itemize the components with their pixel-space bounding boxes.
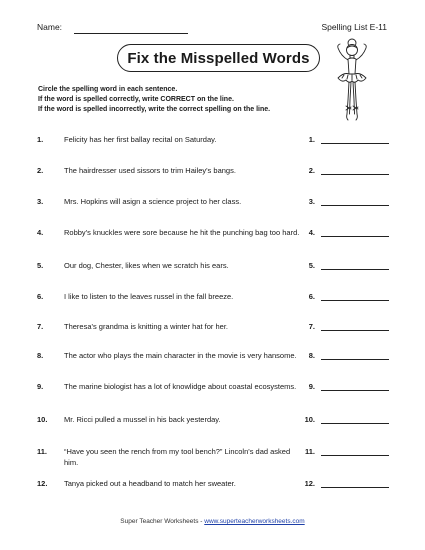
answer-number: 10. — [304, 415, 315, 424]
answer-line[interactable] — [321, 300, 389, 301]
question-number: 2. — [37, 166, 44, 175]
question-text: The marine biologist has a lot of knowlidge about coastal ecosystems. — [64, 382, 297, 391]
question-number: 7. — [37, 322, 44, 331]
answer-number: 12. — [304, 479, 315, 488]
question-text: Felicity has her first ballay recital on Saturday. — [64, 135, 217, 144]
instruction-line: If the word is spelled incorrectly, write the correct spelling on the line. — [38, 106, 271, 113]
answer-number: 5. — [308, 261, 315, 270]
page-title: Fix the Misspelled Words — [127, 49, 310, 67]
answer-number: 4. — [308, 228, 315, 237]
question-number: 6. — [37, 292, 44, 301]
answer-number: 11. — [304, 447, 315, 456]
answer-number: 3. — [308, 197, 315, 206]
answer-line[interactable] — [321, 455, 389, 456]
answer-line[interactable] — [321, 390, 389, 391]
answer-line[interactable] — [321, 174, 389, 175]
question-text: Our dog, Chester, likes when we scratch his ears. — [64, 261, 229, 270]
question-text: I like to listen to the leaves russel in the fall breeze. — [64, 292, 234, 301]
footer — [0, 518, 425, 525]
footer-link[interactable]: www.superteacherworksheets.com — [204, 518, 305, 525]
question-text: Mrs. Hopkins will asign a science project to her class. — [64, 197, 242, 206]
answer-number: 7. — [308, 322, 315, 331]
ballerina-illustration — [330, 36, 374, 122]
question-number: 10. — [37, 415, 48, 424]
instruction-line: If the word is spelled correctly, write CORRECT on the line. — [38, 96, 234, 103]
question-number: 4. — [37, 228, 44, 237]
question-text: “Have you seen the rench from my tool bench?” Lincoln's dad asked him. — [64, 447, 291, 467]
question-number: 5. — [37, 261, 44, 270]
answer-number: 1. — [308, 135, 315, 144]
title-box — [117, 44, 320, 72]
answer-number: 6. — [308, 292, 315, 301]
question-text: The actor who plays the main character in the movie is very hansome. — [64, 351, 297, 360]
answer-line[interactable] — [321, 330, 389, 331]
answer-line[interactable] — [321, 487, 389, 488]
answer-number: 8. — [308, 351, 315, 360]
question-number: 1. — [37, 135, 44, 144]
answer-line[interactable] — [321, 269, 389, 270]
name-line — [74, 33, 188, 34]
answer-line[interactable] — [321, 205, 389, 206]
question-text: Theresa's grandma is knitting a winter hat for her. — [64, 322, 229, 331]
answer-line[interactable] — [321, 236, 389, 237]
instructions — [38, 85, 270, 115]
question-text: The hairdresser used sissors to trim Hailey's bangs. — [64, 166, 236, 175]
spelling-list-id: Spelling List E-11 — [321, 22, 387, 32]
question-number: 12. — [37, 479, 48, 488]
question-number: 3. — [37, 197, 44, 206]
question-number: 8. — [37, 351, 44, 360]
answer-number: 9. — [308, 382, 315, 391]
question-text: Mr. Ricci pulled a mussel in his back yesterday. — [64, 415, 221, 424]
answer-line[interactable] — [321, 143, 389, 144]
answer-number: 2. — [308, 166, 315, 175]
name-label: Name: — [37, 22, 63, 32]
footer-text: Super Teacher Worksheets - — [120, 518, 205, 525]
question-text: Tanya picked out a headband to match her sweater. — [64, 479, 236, 488]
question-text: Robby's knuckles were sore because he hit the punching bag too hard. — [64, 228, 300, 237]
answer-line[interactable] — [321, 423, 389, 424]
answer-line[interactable] — [321, 359, 389, 360]
question-number: 11. — [37, 447, 48, 456]
instruction-line: Circle the spelling word in each sentence. — [38, 86, 178, 93]
question-number: 9. — [37, 382, 44, 391]
